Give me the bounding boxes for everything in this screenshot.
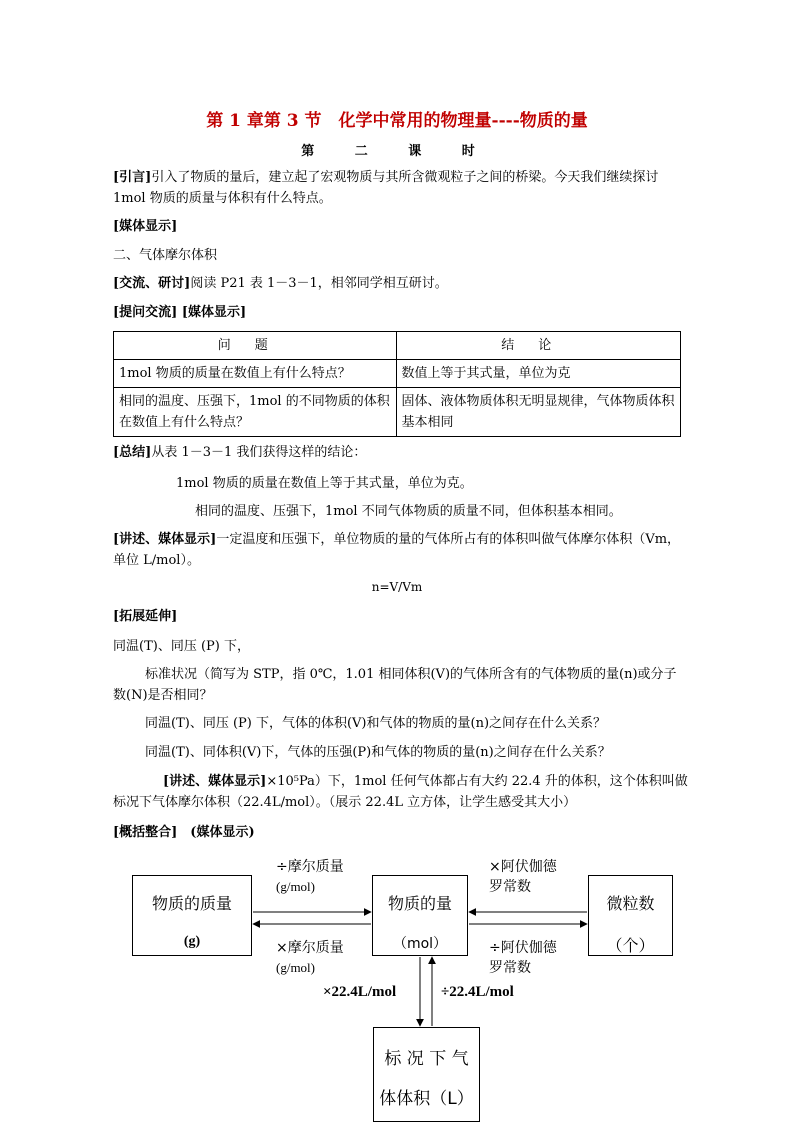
box-mass-unit: (g) [183, 934, 201, 949]
summary-line-2: 相同的温度、压强下，1mol 不同气体物质的质量不同，但体积基本相同。 [195, 504, 622, 519]
summary-line-1: 1mol 物质的质量在数值上等于其式量，单位为克。 [176, 476, 473, 491]
media-display-heading: [媒体显示] [113, 219, 178, 234]
formula: n=V/Vm [371, 580, 423, 594]
lecture-text-2: ×10⁵Pa）下，1mol 任何气体都占有大约 22.4 升的体积，这个体积叫做标况下气体摩尔体积（22.4L/mol）。（展示 22.4L 立方体，让学生感受其大小） [113, 774, 688, 810]
lecture-tag-1: [讲述、媒体显示] [113, 532, 217, 547]
label-mul-volume: ×22.4L/mol [323, 984, 397, 1000]
label-mul-avogadro: ×阿伏伽德 罗常数 [489, 859, 557, 895]
summary-text: 从表 1－3－1 我们获得这样的结论： [151, 445, 367, 460]
intro-text: 引入了物质的量后，建立起了宏观物质与其所含微观粒子之间的桥梁。今天我们继续探讨 1mol 物质的质量与体积有什么特点。 [113, 170, 659, 206]
discuss-text: 阅读 P21 表 1－3－1，相邻同学相互研讨。 [190, 276, 448, 291]
label-div-molar-mass: ÷摩尔质量 (g/mol) [276, 859, 344, 894]
box-particles-unit: （个） [606, 936, 655, 955]
box-gas-volume-line-1: 标 况 下 气 [384, 1049, 469, 1069]
intro-tag: [引言] [113, 170, 152, 185]
label-div-avogadro: ÷阿伏伽德 罗常数 [489, 940, 557, 976]
question-heading: [提问交流] [媒体显示] [113, 305, 247, 320]
extend-heading: [拓展延伸] [113, 609, 178, 624]
box-mole-unit: （mol） [392, 936, 448, 952]
table-cell: 固体、液体物质体积无明显规律，气体物质体积基本相同 [396, 388, 681, 437]
lecture-text-1: 一定温度和压强下，单位物质的量的气体所占有的体积叫做气体摩尔体积（Vm，单位 L/mol）。 [113, 532, 681, 568]
table-header-cell: 问题 [114, 332, 397, 360]
summary-tag: [总结] [113, 445, 152, 460]
lesson-subtitle: 第 二 课 时 [301, 144, 493, 159]
extend-line-3: 同温(T)、同压 (P) 下，气体的体积(V)和气体的物质的量(n)之间存在什么关系？ [145, 716, 607, 731]
label-div-volume: ÷22.4L/mol [441, 984, 514, 1000]
extend-line-4: 同温(T)、同体积(V)下，气体的压强(P)和气体的物质的量(n)之间存在什么关系？ [145, 745, 611, 760]
label-mul-molar-mass: ×摩尔质量 (g/mol) [276, 940, 344, 975]
box-mole-label: 物质的量 [387, 894, 452, 913]
table-cell: 数值上等于其式量，单位为克 [396, 360, 681, 388]
box-gas-volume-line-2: 体体积（L） [379, 1089, 474, 1109]
section-heading: 二、气体摩尔体积 [113, 248, 218, 263]
box-mass-label: 物质的质量 [151, 894, 232, 913]
table-cell: 相同的温度、压强下，1mol 的不同物质的体积在数值上有什么特点？ [114, 388, 397, 437]
box-particles-label: 微粒数 [606, 894, 655, 913]
lecture-tag-2: [讲述、媒体显示] [163, 774, 267, 789]
page-title: 第 1 章第 3 节 化学中常用的物理量----物质的量 [206, 111, 588, 131]
table-cell: 1mol 物质的质量在数值上有什么特点？ [114, 360, 397, 388]
discuss-tag: [交流、研讨] [113, 276, 191, 291]
table-header-cell: 结论 [396, 332, 681, 360]
extend-line-2: 标准状况（简写为 STP，指 0℃，1.01 相同体积(V)的气体所含有的气体物质的量(n)或分子数(N)是否相同？ [113, 667, 677, 703]
extend-line-1: 同温(T)、同压 (P) 下， [113, 639, 250, 654]
integrate-heading: [概括整合] (媒体显示) [113, 825, 255, 840]
